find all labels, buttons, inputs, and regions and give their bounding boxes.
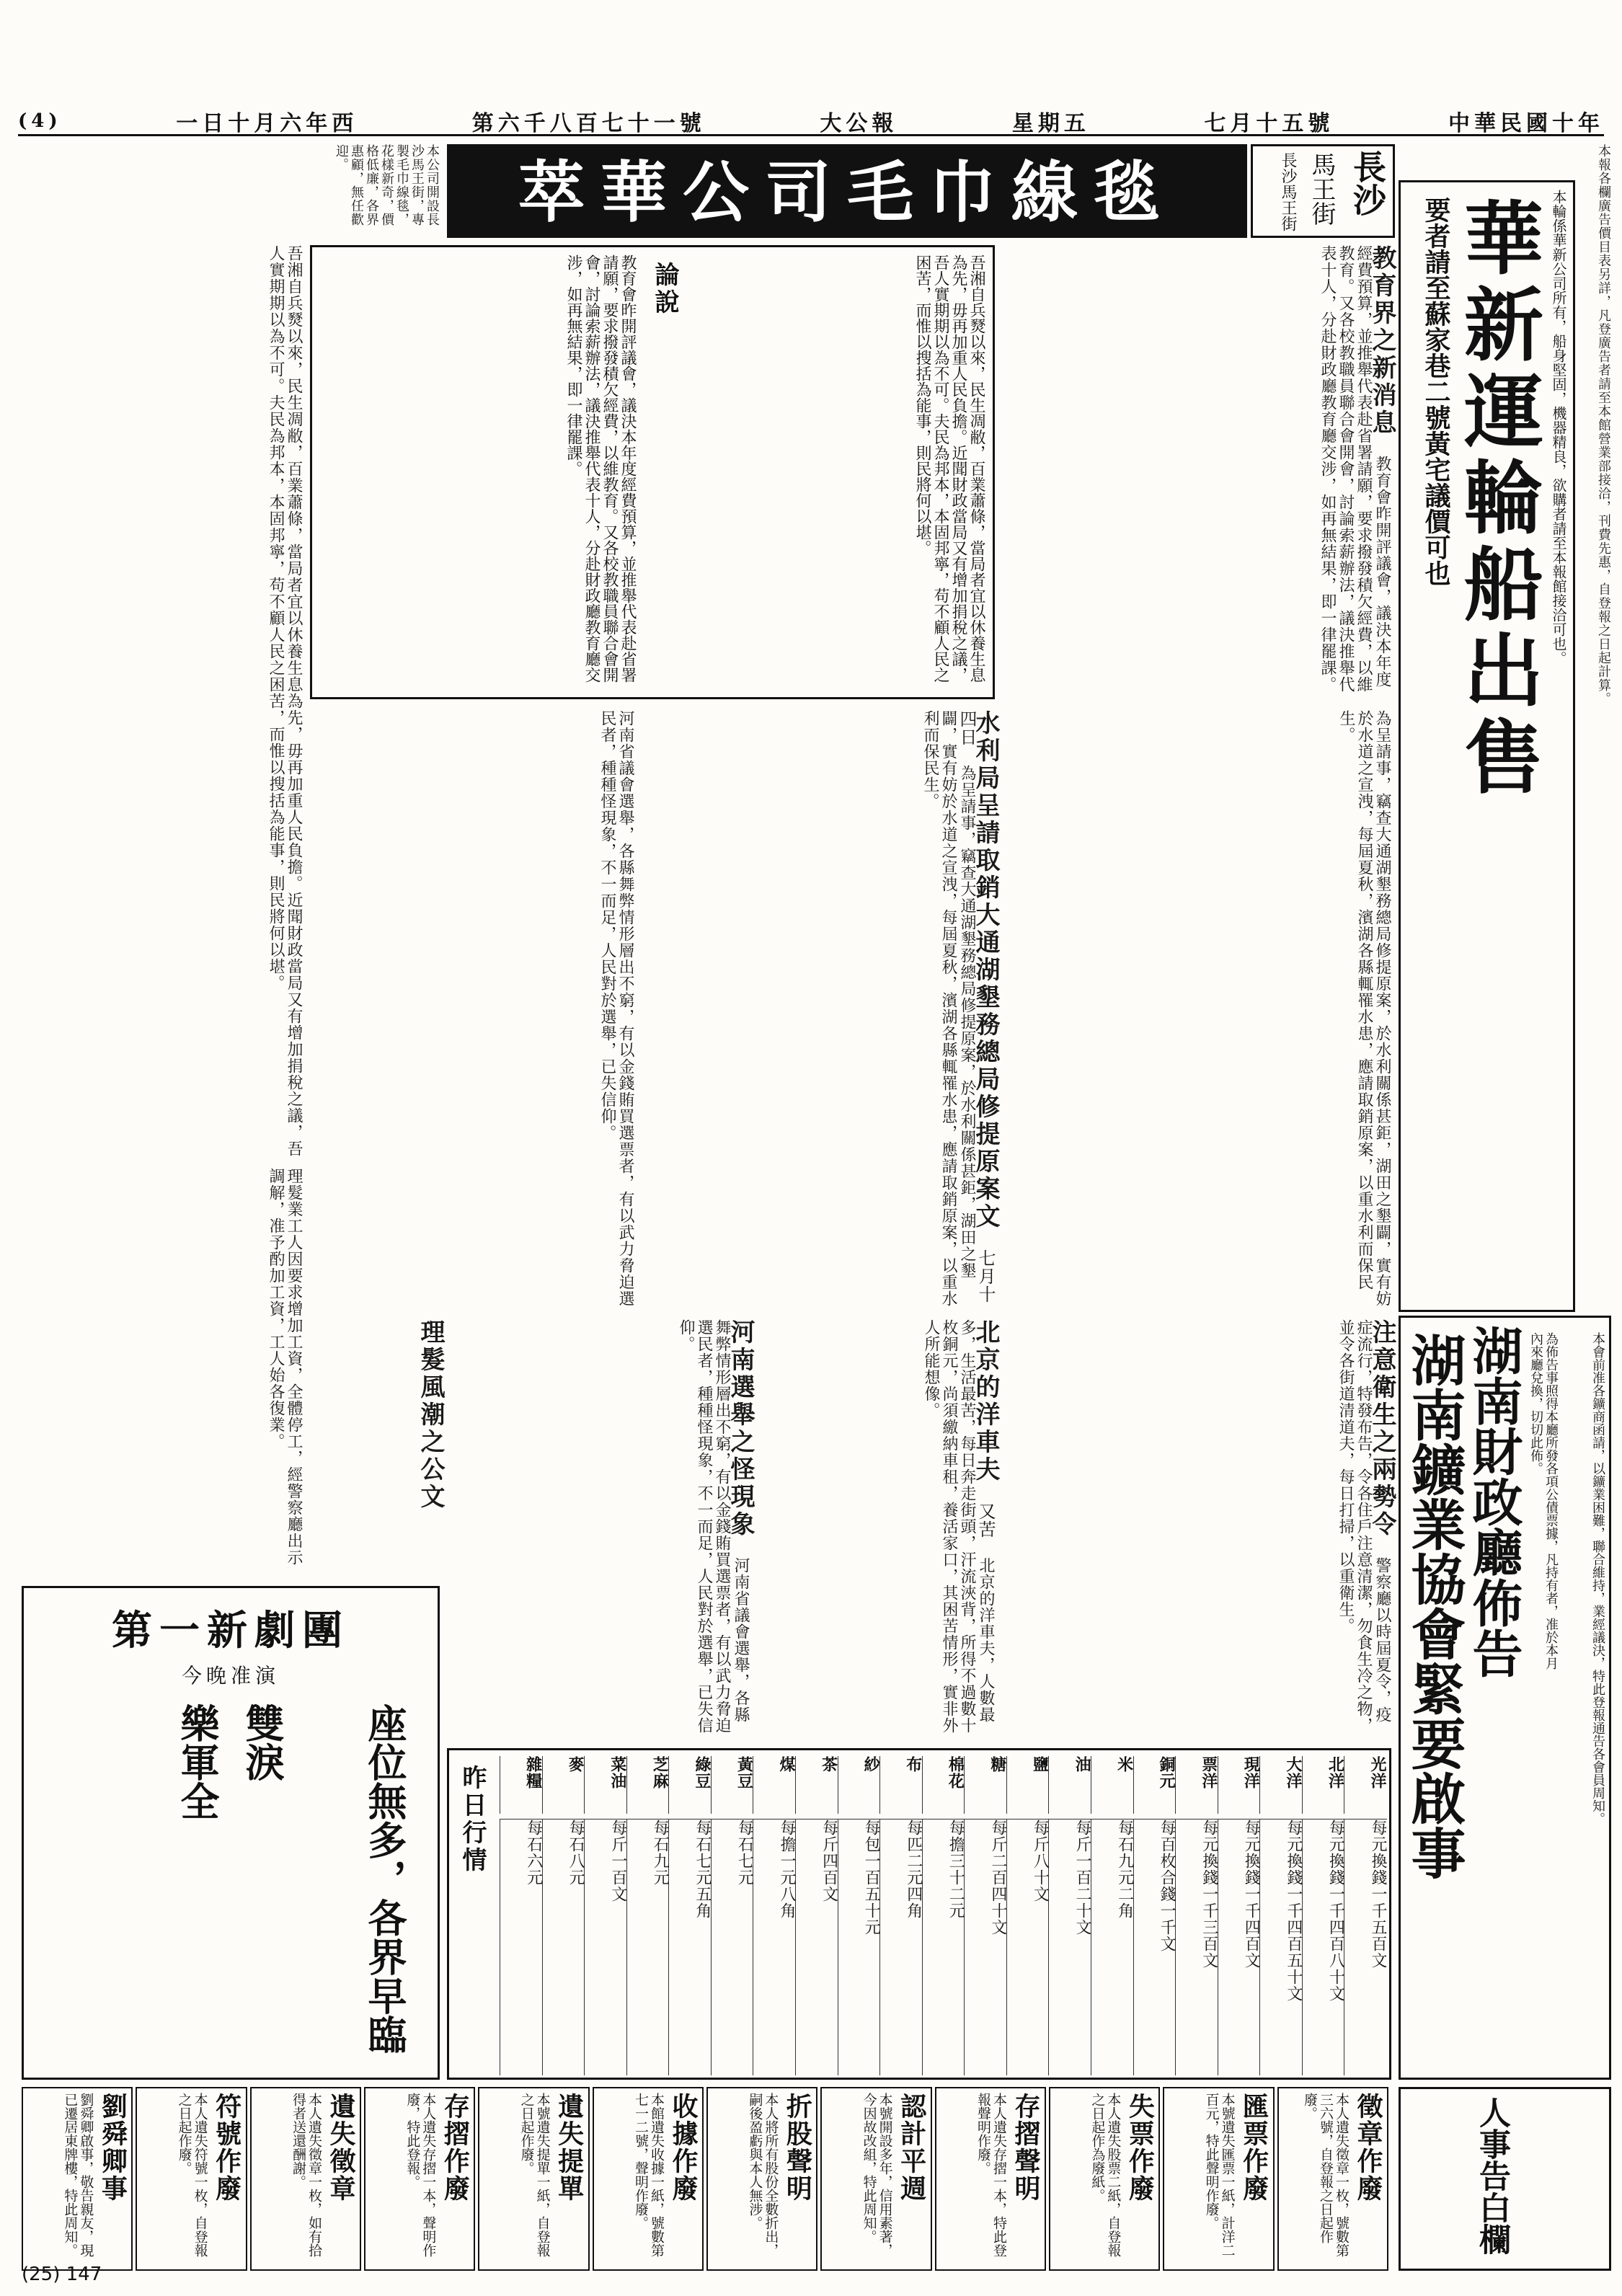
hygiene-body: 警察廳以時屆夏令，疫症流行，特發布告，令各住戶注意清潔，勿食生冷之物，並令各街道清道夫，每日打掃，以重衛生。 — [1337, 1319, 1391, 1734]
market-price: 每石六元 — [500, 1819, 543, 2075]
lunar-date: 七月十五號 — [1204, 111, 1334, 136]
banner-ad-side: 本輪係華新公司所有，船身堅固，機器精良，欲購者請至本報館接洽可也。 — [1550, 190, 1567, 665]
market-item: 米 — [1091, 1756, 1134, 1814]
market-item: 黃豆 — [711, 1756, 754, 1814]
hygiene-heading: 注意衛生之兩勢令 — [1368, 1319, 1396, 1538]
market-price: 每元換錢一千三百文 — [1175, 1819, 1218, 2075]
market-item: 油 — [1048, 1756, 1091, 1814]
market-item: 煤 — [753, 1756, 796, 1814]
classified-body: 本人遺失存摺一本，特此登報聲明作廢。 — [975, 2093, 1007, 2257]
market-price: 每元換錢一千四百文 — [1218, 1819, 1261, 2075]
classified-ad — [1049, 2087, 1160, 2271]
education-news — [1002, 245, 1396, 699]
market-price: 每包一百五十元 — [838, 1819, 881, 2075]
henan-news — [447, 1319, 755, 1737]
wool-ad-body: 本公司開設長沙馬王街，專製毛巾線毯，花樣新奇，價格低廉，各界惠顧，無任歡迎。 — [334, 144, 440, 226]
middle-left-news: 河南省議會選舉，各縣舞弊情形層出不窮，有以金錢賄買選票者，有以武力脅迫選民者，種種怪現象，不一而足，人民對於選舉，已失信仰。 — [598, 710, 634, 1307]
beijing-body: 北京的洋車夫，人數最多，生活最苦，每日奔走街頭，汗流浹背，所得不過數十枚銅元，尚須繳納車租，養活家口，其困苦情形，實非外人所能想像。 — [922, 1319, 995, 1734]
classified-ad — [1277, 2087, 1388, 2271]
far-right-notice: 本報各欄廣告價目表另詳，凡登廣告者請至本館營業部接洽，刊費先惠，自登報之日起計算。 — [1596, 144, 1611, 706]
market-item: 菜油 — [584, 1756, 627, 1814]
paper-name: 大公報 — [820, 111, 898, 136]
masthead — [18, 108, 1604, 136]
beijing-news — [757, 1319, 1000, 1737]
classified-ad — [1163, 2087, 1274, 2271]
market-item: 票洋 — [1175, 1756, 1218, 1814]
banner-ad-note: 要者請至蘇家巷二號黃宅議價可也 — [1421, 197, 1451, 586]
market-price: 每石八元 — [542, 1819, 585, 2075]
market-table — [447, 1748, 1391, 2080]
water-body: 為呈請事，竊查大通湖墾務總局修提原案，於水利關係甚鉅，湖田之墾闢，實有妨於水道之宣洩，每屆夏秋，濱湖各縣輒罹水患，應請取銷原案，以重水利而保民生。 — [921, 710, 976, 1307]
classified-body: 本人遺失徵章一枚，如有拾得者送還酬謝。 — [290, 2093, 322, 2257]
classified-body: 本號遺失提單一紙，自登報之日起作廢。 — [518, 2093, 551, 2257]
wool-ad-title-box — [447, 144, 1247, 238]
market-item: 茶 — [795, 1756, 838, 1814]
classified-heading: 符號作廢 — [211, 2093, 242, 2202]
changsha-ad-line: 馬王街 — [1307, 152, 1336, 226]
water-heading: 水利局呈請取銷大通湖墾務總局修提原案文 — [971, 710, 1000, 1231]
classified-heading: 認計平週 — [896, 2093, 927, 2202]
market-price: 每石七元 — [711, 1819, 754, 2075]
classified-ad — [250, 2087, 361, 2271]
classified-body: 劉舜卿啟事，敬告親友，現已遷居東牌樓，特此周知。 — [62, 2093, 94, 2257]
classified-heading: 徵章作廢 — [1352, 2093, 1383, 2202]
classified-ad — [820, 2087, 931, 2271]
classified-heading: 遺失徵章 — [325, 2093, 356, 2202]
market-item: 糖 — [964, 1756, 1007, 1814]
classified-ad — [364, 2087, 475, 2271]
theatre-note: 座位無多，各界早臨 — [362, 1703, 408, 2054]
henan-body: 河南省議會選舉，各縣舞弊情形層出不窮，有以金錢賄買選票者，有以武力脅迫選民者，種種怪現象，不一而足，人民對於選舉，已失信仰。 — [677, 1319, 750, 1734]
classified-ad — [136, 2087, 247, 2271]
classified-heading: 失票作廢 — [1125, 2093, 1156, 2202]
beijing-heading: 北京的洋車夫 — [971, 1319, 1000, 1484]
market-item: 雜糧 — [500, 1756, 543, 1814]
education-body: 教育會昨開評議會，議決本年度經費預算，並推舉代表赴省署請願，要求撥發積欠經費，以維教育。又各校教職員聯合會開會，討論索薪辦法，議決推舉代表十人，分赴財政廳教育廳交涉，如再無結果，即一律罷課。 — [1319, 245, 1391, 693]
right-ads-block — [1399, 1316, 1611, 2080]
finance-notice-title: 湖南財政廳佈告 — [1464, 1325, 1524, 1678]
classified-body: 本人遺失存摺一本，聲明作廢，特此登報。 — [404, 2093, 437, 2257]
market-price: 每石七元五角 — [668, 1819, 712, 2075]
market-item: 北洋 — [1302, 1756, 1345, 1814]
market-price: 每石九元 — [626, 1819, 670, 2075]
changsha-ad-title: 長沙 — [1348, 150, 1387, 216]
theatre-play-2: 樂軍全 — [174, 1703, 221, 1820]
classified-body: 本人將所有股份全數折出，嗣後盈虧與本人無涉。 — [747, 2093, 779, 2257]
editorial-block — [310, 245, 995, 699]
classified-ad — [478, 2087, 589, 2271]
market-title: 昨日行情 — [458, 1765, 487, 1874]
market-item: 麥 — [542, 1756, 585, 1814]
classified-ad — [22, 2087, 133, 2271]
market-price: 每元換錢一千五百文 — [1344, 1819, 1387, 2075]
market-price: 每元換錢一千四百八十文 — [1302, 1819, 1345, 2075]
classified-body: 本人遺失徵章一枚，號數第三六號，自登報之日起作廢。 — [1301, 2093, 1350, 2257]
henan-heading: 河南選舉之怪現象 — [726, 1319, 755, 1538]
market-item: 棉花 — [922, 1756, 965, 1814]
banner-ad-title: 華新運輪船出售 — [1451, 197, 1544, 802]
classified-heading: 匯票作廢 — [1238, 2093, 1269, 2202]
mining-assoc-body: 本會前准各鑛商函請，以鑛業困難，聯合維持，業經議決，特此登報通告各會員周知。 — [1590, 1332, 1605, 1825]
changsha-ad — [1251, 144, 1395, 238]
classified-ad — [935, 2087, 1046, 2271]
classified-heading: 劉舜卿事 — [97, 2093, 128, 2202]
market-item: 綠豆 — [668, 1756, 712, 1814]
editorial-body-2: 教育會昨開評議會，議決本年度經費預算，並推舉代表赴省署請願，要求撥發積欠經費，以維教育。又各校教職員聯合會開會，討論索薪辦法，議決推舉代表十人，分赴財政廳教育廳交涉，如再無結果，即一律罷課。 — [564, 254, 637, 683]
right-date: 一日十月六年西 — [176, 111, 358, 136]
market-price: 每斤二百四十文 — [964, 1819, 1007, 2075]
changsha-ad-sub: 長沙馬王街 — [1279, 152, 1297, 231]
classified-body: 本號遺失匯票一紙，計洋二百元，特此聲明作廢。 — [1203, 2093, 1236, 2257]
notice-column-box — [1399, 2087, 1611, 2271]
market-item: 大洋 — [1259, 1756, 1303, 1814]
finance-notice-body: 為佈告事照得本廳所發各項公債票據，凡持有者，准於本月內來廳兌換，切切此佈。 — [1528, 1332, 1559, 1670]
market-price: 每百枚合錢一千文 — [1133, 1819, 1176, 2075]
classified-body: 本人遺失符號一枚，自登報之日起作廢。 — [176, 2093, 208, 2257]
market-price: 每斤四百文 — [795, 1819, 838, 2075]
market-item: 銅元 — [1133, 1756, 1176, 1814]
market-price: 每擔一元八角 — [753, 1819, 796, 2075]
beijing-author: 又苦 — [975, 1502, 996, 1538]
classified-body: 本號開設多年，信用素著，今因故改組，特此周知。 — [861, 2093, 893, 2257]
classified-heading: 遺失提單 — [554, 2093, 585, 2202]
market-price: 每元換錢一千四百五十文 — [1259, 1819, 1303, 2075]
theatre-play-1: 雙淚 — [239, 1703, 285, 1781]
wool-ad-title: 萃華公司毛巾線毯 — [518, 154, 1176, 231]
notice-column-title: 人事告白欄 — [1473, 2096, 1510, 2255]
editorial-heading: 論說 — [650, 262, 679, 316]
market-item: 布 — [879, 1756, 923, 1814]
theatre-ad — [22, 1586, 440, 2080]
classified-ad — [593, 2087, 704, 2271]
market-price: 每匹二元四角 — [879, 1819, 923, 2075]
market-price: 每斤八十文 — [1006, 1819, 1050, 2075]
classified-heading: 存摺作廢 — [440, 2093, 471, 2202]
banner-ad-ship — [1399, 180, 1575, 1312]
water-news — [642, 710, 1000, 1308]
market-item: 現洋 — [1218, 1756, 1261, 1814]
left-news-column: 吾湘自兵燹以來，民生凋敝，百業蕭條，當局者宜以休養生息為先，毋再加重人民負擔。近聞財政當局又有增加捐稅之議，吾人實期期以為不可。夫民為邦本，本固邦寧，苟不顧人民之困苦，而惟以搜括為能事，則民將何以堪。 — [267, 245, 303, 1157]
editorial-body: 吾湘自兵燹以來，民生凋敝，百業蕭條，當局者宜以休養生息為先，毋再加重人民負擔。近聞財政當局又有增加捐稅之議，吾人實期期以為不可。夫民為邦本，本固邦寧，苟不顧人民之困苦，而惟以搜括為能事，則民將何以堪。 — [913, 254, 985, 683]
page-footer: (25) 147 — [22, 2264, 102, 2285]
market-item: 鹽 — [1006, 1756, 1050, 1814]
theatre-subtitle: 今晚准演 — [181, 1664, 280, 1688]
classifieds-row — [22, 2087, 1391, 2271]
classified-heading: 收據作廢 — [668, 2093, 699, 2202]
corner-mark: (4) — [18, 110, 62, 132]
left-date: 中華民國十年 — [1448, 111, 1604, 136]
customs-heading: 理髮風潮之公文 — [416, 1319, 445, 1511]
market-price: 每石九元二角 — [1091, 1819, 1134, 2075]
issue-number: 第六千八百七十一號 — [471, 111, 706, 136]
market-item: 光洋 — [1344, 1756, 1387, 1814]
classified-body: 本人遺失股票二紙，自登報之日起作為廢紙。 — [1089, 2093, 1122, 2257]
middle-right-news: 為呈請事，竊查大通湖墾務總局修提原案，於水利關係甚鉅，湖田之墾闢，實有妨於水道之宣洩，每屆夏秋，濱湖各縣輒罹水患，應請取銷原案，以重水利而保民生。 — [1337, 710, 1391, 1307]
classified-heading: 折股聲明 — [782, 2093, 813, 2202]
classified-ad — [706, 2087, 817, 2271]
market-item: 芝麻 — [626, 1756, 670, 1814]
hygiene-news — [1002, 1319, 1396, 1737]
classified-heading: 存摺聲明 — [1010, 2093, 1041, 2202]
water-date: 七月十四日 — [957, 710, 996, 1303]
weekday: 星期五 — [1011, 111, 1090, 136]
market-price: 每擔三十二元 — [922, 1819, 965, 2075]
left-bottom-news: 理髮業工人因要求增加工資，全體停工，經警察廳出示調解，准予酌加工資，工人始各復業。 — [267, 1168, 303, 1566]
education-heading: 教育界之新消息 — [1368, 245, 1396, 437]
market-price: 每斤一百文 — [584, 1819, 627, 2075]
classified-body: 本館遺失收據一紙，號數第七一二號，聲明作廢。 — [632, 2093, 665, 2257]
mining-assoc-title: 湖南鑛業協會緊要啟事 — [1402, 1332, 1466, 1880]
market-item: 紗 — [838, 1756, 881, 1814]
market-price: 每斤一百二十文 — [1048, 1819, 1091, 2075]
theatre-title: 第一新劇團 — [112, 1607, 350, 1654]
